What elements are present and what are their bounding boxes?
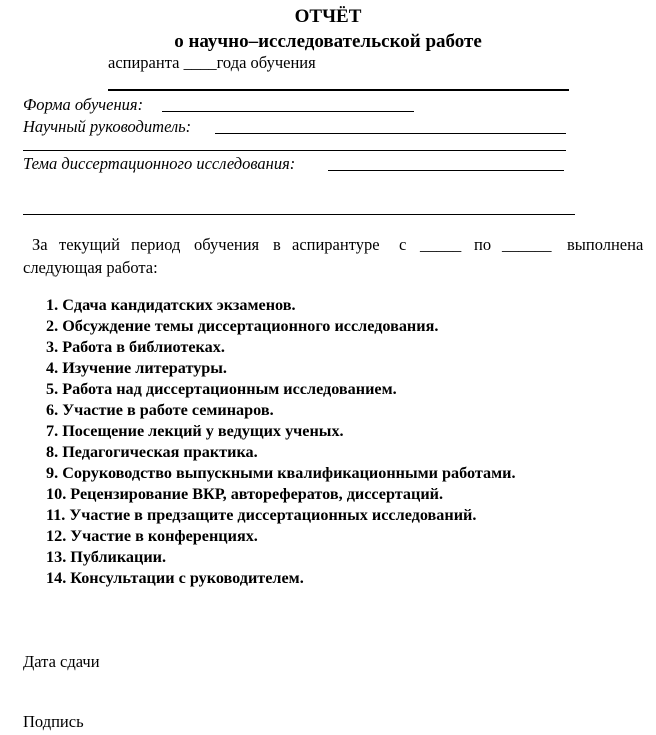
list-item: 12. Участие в конференциях. <box>46 527 258 545</box>
supervisor-underline <box>215 133 566 134</box>
period-word: выполнена <box>567 235 644 254</box>
period-word: За <box>32 235 48 254</box>
signature-label: Подпись <box>23 712 84 731</box>
period-word: аспирантуре <box>292 235 380 254</box>
period-word: период <box>131 235 181 254</box>
period-word: обучения <box>194 235 260 254</box>
period-end-blank: ______ <box>502 235 552 254</box>
list-item: 1. Сдача кандидатских экзаменов. <box>46 296 296 314</box>
period-word: по <box>474 235 492 254</box>
list-item: 3. Работа в библиотеках. <box>46 338 225 356</box>
period-paragraph-line-1 <box>0 235 656 258</box>
report-subtitle: о научно–исследовательской работе <box>174 31 482 52</box>
period-start-blank: _____ <box>420 235 462 254</box>
year-suffix: года обучения <box>216 53 316 72</box>
list-item: 10. Рецензирование ВКР, авторефератов, диссертаций. <box>46 485 444 503</box>
dissertation-topic-label: Тема диссертационного исследования: <box>23 154 296 173</box>
list-item: 7. Посещение лекций у ведущих ученых. <box>46 422 344 440</box>
period-word: в <box>273 235 281 254</box>
list-item: 4. Изучение литературы. <box>46 359 227 377</box>
name-underline <box>108 89 569 91</box>
list-item: 8. Педагогическая практика. <box>46 443 258 461</box>
list-item: 11. Участие в предзащите диссертационных исследований. <box>46 506 477 524</box>
report-title: ОТЧЁТ <box>294 6 362 27</box>
period-word: текущий <box>59 235 120 254</box>
form-of-study-underline <box>162 111 414 112</box>
list-item: 9. Соруководство выпускными квалификационными работами. <box>46 464 516 482</box>
list-item: 13. Публикации. <box>46 548 167 566</box>
supervisor-underline-2 <box>23 150 566 151</box>
year-of-study-line <box>108 53 316 73</box>
list-item: 6. Участие в работе семинаров. <box>46 401 274 419</box>
dissertation-topic-underline <box>328 170 564 171</box>
list-item: 14. Консультации с руководителем. <box>46 569 304 587</box>
list-item: 5. Работа над диссертационным исследованием. <box>46 380 397 398</box>
year-blank: ____ <box>183 53 217 72</box>
period-word: с <box>399 235 407 254</box>
list-item: 2. Обсуждение темы диссертационного исследования. <box>46 317 439 335</box>
dissertation-topic-underline-2 <box>23 214 575 215</box>
period-paragraph-line-2: следующая работа: <box>23 258 158 277</box>
supervisor-label: Научный руководитель: <box>23 117 192 136</box>
year-prefix: аспиранта <box>108 53 180 72</box>
submission-date-label: Дата сдачи <box>23 652 100 671</box>
form-of-study-label: Форма обучения: <box>23 95 144 114</box>
